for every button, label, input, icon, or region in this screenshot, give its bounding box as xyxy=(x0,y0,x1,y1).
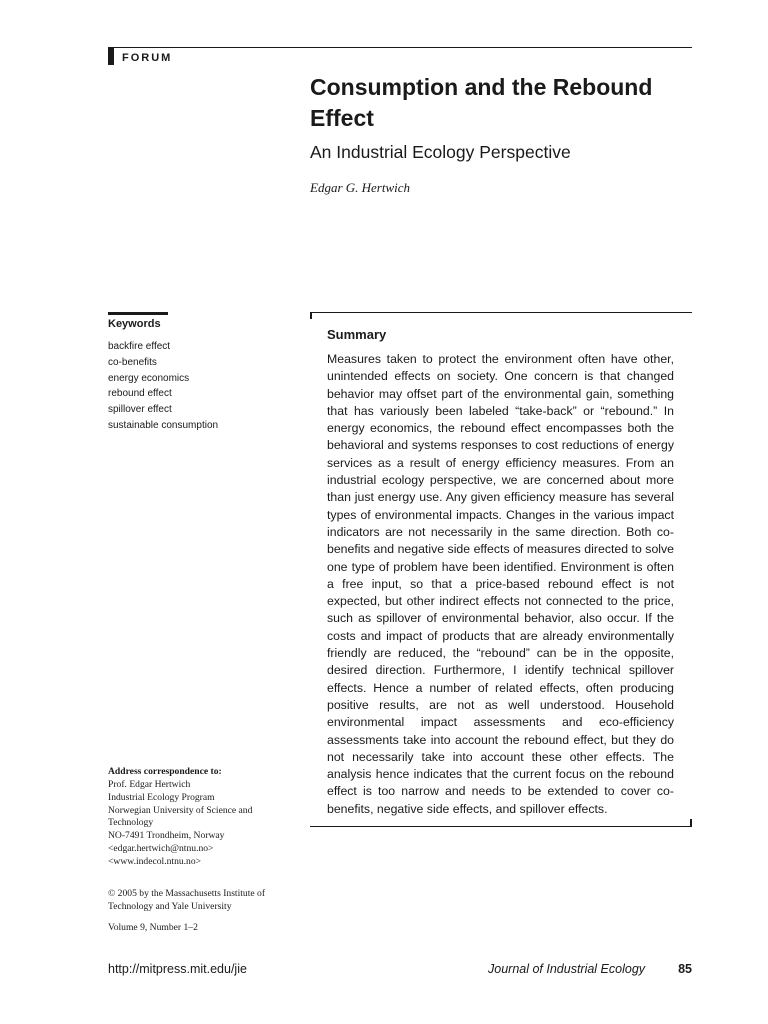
volume-info: Volume 9, Number 1–2 xyxy=(108,922,198,933)
address-email[interactable]: <edgar.hertwich@ntnu.no> xyxy=(108,842,214,854)
keywords-rule xyxy=(108,312,168,315)
keywords-list xyxy=(108,339,218,434)
keyword-item: co-benefits xyxy=(108,356,157,368)
summary-top-tick xyxy=(310,312,312,319)
address-line: NO-7491 Trondheim, Norway xyxy=(108,830,225,842)
summary-bottom-rule xyxy=(310,826,692,827)
header-marker xyxy=(108,47,114,65)
article-title: Consumption and the Rebound Effect xyxy=(310,74,653,131)
footer-journal-name: Journal of Industrial Ecology xyxy=(488,962,646,976)
correspondence-heading: Address correspondence to: xyxy=(108,766,222,777)
summary-heading: Summary xyxy=(327,327,387,342)
address-line: Norwegian University of Science and xyxy=(108,804,253,816)
article-subtitle: An Industrial Ecology Perspective xyxy=(310,142,571,162)
header-rule xyxy=(108,47,692,48)
correspondence-address xyxy=(108,779,298,869)
summary-top-rule xyxy=(310,312,692,313)
page-number: 85 xyxy=(678,962,692,976)
summary-bottom-tick xyxy=(690,819,692,827)
address-line: Technology xyxy=(108,817,154,829)
address-website[interactable]: <www.indecol.ntnu.no> xyxy=(108,855,202,867)
keyword-item: energy economics xyxy=(108,372,190,384)
section-label: FORUM xyxy=(122,52,173,64)
footer-url-link[interactable]: http://mitpress.mit.edu/jie xyxy=(108,962,247,976)
address-line: Prof. Edgar Hertwich xyxy=(108,779,191,790)
keyword-item: rebound effect xyxy=(108,388,172,400)
article-author: Edgar G. Hertwich xyxy=(310,180,411,195)
keyword-item: backfire effect xyxy=(108,341,171,352)
keywords-heading: Keywords xyxy=(108,318,161,330)
summary-text: Measures taken to protect the environment often have other, unintended effects on society. One concern is that changed behavior may offset part of the environmental gain, something that has variously been labeled “take-back” or “rebound.” In energy economics, the rebound effect encompasses both the behavioral and systems responses to cost reductions of energy services as a result of energy efficiency measures. From an industrial ecology perspective, we are concerned about more than just energy use. Any given efficiency measure has several types of environmental impacts. Changes in the various impact indicators are not necessarily in the same direction. Both co-benefits and negative side effects of measures directed to solve one type of problem have been identified. Environment is often a free input, so that a price-based rebound effect is not expected, but other indirect effects not connected to the price, such as spillover of environmental behavior, also occur. If the costs and impact of products that are already environmentally friendly are reduced, the “rebound” can be in the opposite, desired direction. Furthermore, I identify technical spillover effects. Hence a number of related effects, often producing positive results, are not as well understood. Household environmental impact assessments and eco-efficiency assessments take into account the rebound effect, but they do not necessarily take into account these other effects. The analysis hence indicates that the current focus on the rebound effect is too narrow and needs to be extended to cover co-benefits, negative side effects, and spillover effects. xyxy=(327,352,674,816)
copyright-notice: © 2005 by the Massachusetts Institute of Technology and Yale University xyxy=(108,888,266,912)
address-line: Industrial Ecology Program xyxy=(108,791,215,803)
keyword-item: spillover effect xyxy=(108,404,172,416)
keyword-item: sustainable consumption xyxy=(108,419,219,431)
